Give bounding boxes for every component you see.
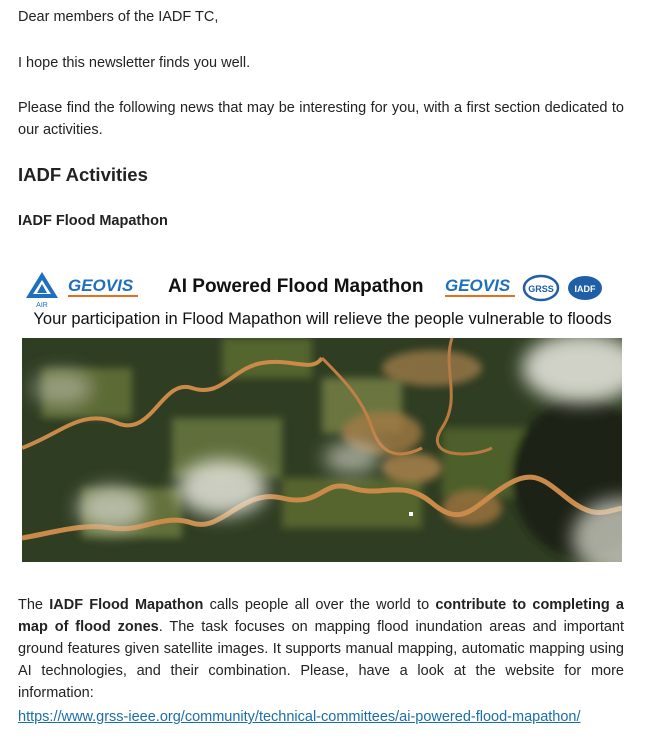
satellite-flood-image [22,338,622,562]
grss-logo [524,276,558,300]
intro-text: I hope this newsletter finds you well. [18,55,251,71]
banner-tagline: Your participation in Flood Mapathon will relieve the people vulnerable to floods [33,310,612,328]
air-logo [26,272,58,309]
geovis-logo-right [445,276,515,297]
section-title: IADF Activities [18,164,148,185]
svg-text:GRSS: GRSS [528,284,554,294]
news-intro: Please find the following news that may be interesting for you, with a first section dedicated to our activities. [18,100,624,138]
svg-text:GEOVIS: GEOVIS [68,276,134,295]
mapathon-name: IADF Flood Mapathon [49,597,204,613]
mapathon-banner [20,260,625,565]
banner-title: AI Powered Flood Mapathon [168,276,424,297]
greeting: Dear members of the IADF TC, [18,9,219,25]
svg-text:GEOVIS: GEOVIS [445,276,511,295]
subsection-title: IADF Flood Mapathon [18,213,168,229]
link-paragraph [18,706,624,728]
banner-logo-row [20,264,625,310]
iadf-logo [568,276,602,300]
svg-text:IADF: IADF [574,284,596,294]
mapathon-goal: contribute to completing a map of flood zones [18,597,624,635]
mapathon-description: The IADF Flood Mapathon calls people all over the world to contribute to completing a map of flood zones. The task focuses on mapping flood inundation areas and important ground features given satellite images. It supports manual mapping, automatic mapping using AI technologies, and their combination. Please, have a look at the website for more information: [18,597,625,701]
svg-text:AIR: AIR [36,302,48,309]
geovis-logo-left [68,276,138,297]
mapathon-website-link[interactable]: https://www.grss-ieee.org/community/technical-committees/ai-powered-flood-mapathon/ [18,709,581,725]
